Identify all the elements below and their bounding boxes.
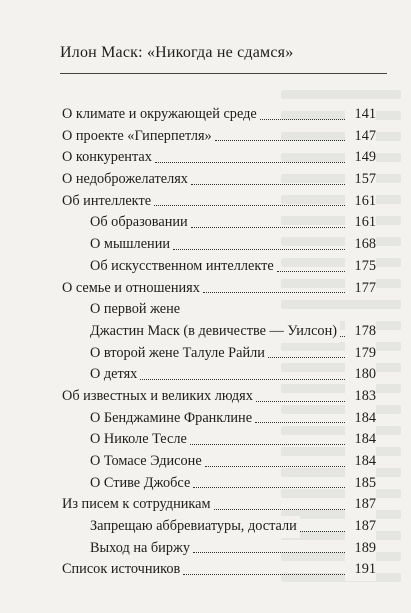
toc-page-number: 180 xyxy=(345,364,376,386)
toc-entry-title: О Николе Тесле xyxy=(90,429,190,451)
table-of-contents xyxy=(62,104,376,581)
toc-leader-dots xyxy=(154,204,345,206)
toc-entry xyxy=(62,278,376,300)
toc-page-number: 161 xyxy=(345,191,376,213)
toc-entry xyxy=(62,538,376,560)
toc-leader-dots xyxy=(193,551,345,553)
toc-leader-dots xyxy=(193,486,345,488)
toc-leader-dots xyxy=(191,183,345,185)
toc-entry xyxy=(62,299,376,321)
toc-page-number: 168 xyxy=(345,234,376,256)
toc-entry-title: О недоброжелателях xyxy=(62,169,191,191)
toc-entry-title: О семье и отношениях xyxy=(62,278,203,300)
toc-page-number: 177 xyxy=(345,278,376,300)
toc-entry-title: О детях xyxy=(90,364,140,386)
toc-entry-title: О климате и окружающей среде xyxy=(62,104,260,126)
toc-leader-dots xyxy=(203,291,345,293)
toc-page-number: 141 xyxy=(345,104,376,126)
toc-entry-title: Из писем к сотрудникам xyxy=(62,494,214,516)
toc-entry xyxy=(62,104,376,126)
toc-page-number: 147 xyxy=(345,126,376,148)
toc-leader-dots xyxy=(277,270,345,272)
toc-page-number: 179 xyxy=(345,343,376,365)
toc-entry xyxy=(62,494,376,516)
toc-entry-title: О второй жене Талуле Райли xyxy=(90,343,268,365)
toc-page-number: 161 xyxy=(345,212,376,234)
toc-entry-title: О Стиве Джобсе xyxy=(90,473,193,495)
toc-entry-title: О первой жене xyxy=(90,299,183,321)
toc-entry-title: Список источников xyxy=(62,559,183,581)
toc-leader-dots xyxy=(191,226,345,228)
toc-entry xyxy=(62,147,376,169)
toc-page-number: 184 xyxy=(345,408,376,430)
toc-leader-dots xyxy=(155,161,345,163)
toc-entry xyxy=(62,408,376,430)
toc-leader-dots xyxy=(256,400,345,402)
toc-page-number: 149 xyxy=(345,147,376,169)
toc-entry-title: Запрещаю аббревиатуры, достали xyxy=(90,516,300,538)
toc-entry xyxy=(62,212,376,234)
toc-page-number: 189 xyxy=(345,538,376,560)
toc-entry xyxy=(62,386,376,408)
toc-entry-title: Об известных и великих людях xyxy=(62,386,256,408)
toc-entry xyxy=(62,343,376,365)
toc-leader-dots xyxy=(215,139,345,141)
toc-leader-dots xyxy=(300,530,345,532)
toc-entry-title: Об образовании xyxy=(90,212,191,234)
toc-entry-title: Об искусственном интеллекте xyxy=(90,256,277,278)
toc-entry-title: О конкурентах xyxy=(62,147,155,169)
toc-entry-title: О Томасе Эдисоне xyxy=(90,451,205,473)
toc-page-number: 178 xyxy=(345,321,376,343)
toc-leader-dots xyxy=(268,356,345,358)
toc-page-number: 187 xyxy=(345,494,376,516)
toc-page-number: 184 xyxy=(345,429,376,451)
toc-entry-title: Джастин Маск (в девичестве — Уилсон) xyxy=(90,321,340,343)
toc-leader-dots xyxy=(255,421,345,423)
toc-leader-dots xyxy=(190,443,345,445)
toc-leader-dots xyxy=(183,573,345,575)
toc-entry xyxy=(62,321,376,343)
toc-entry-title: О мышлении xyxy=(90,234,173,256)
toc-entry-title: Выход на биржу xyxy=(90,538,193,560)
toc-entry xyxy=(62,364,376,386)
header-rule xyxy=(60,73,387,74)
running-header: Илон Маск: «Никогда не сдамся» xyxy=(60,44,294,61)
toc-entry xyxy=(62,429,376,451)
toc-page-number: 191 xyxy=(345,559,376,581)
toc-entry xyxy=(62,451,376,473)
toc-page-number: 187 xyxy=(345,516,376,538)
toc-entry-title: О Бенджамине Франклине xyxy=(90,408,255,430)
toc-entry xyxy=(62,234,376,256)
toc-entry xyxy=(62,191,376,213)
toc-entry-title: О проекте «Гиперпетля» xyxy=(62,126,215,148)
toc-page-number: 184 xyxy=(345,451,376,473)
toc-leader-dots xyxy=(140,378,345,380)
toc-page-number: 157 xyxy=(345,169,376,191)
toc-entry xyxy=(62,169,376,191)
toc-leader-dots xyxy=(205,465,345,467)
toc-entry xyxy=(62,256,376,278)
toc-leader-dots xyxy=(214,508,346,510)
toc-entry xyxy=(62,516,376,538)
toc-entry xyxy=(62,126,376,148)
toc-entry xyxy=(62,559,376,581)
toc-page-number: 185 xyxy=(345,473,376,495)
toc-page-number: 183 xyxy=(345,386,376,408)
toc-leader-dots xyxy=(173,248,345,250)
toc-entry xyxy=(62,473,376,495)
toc-leader-dots xyxy=(260,118,345,120)
toc-entry-title: Об интеллекте xyxy=(62,191,154,213)
toc-page-number: 175 xyxy=(345,256,376,278)
